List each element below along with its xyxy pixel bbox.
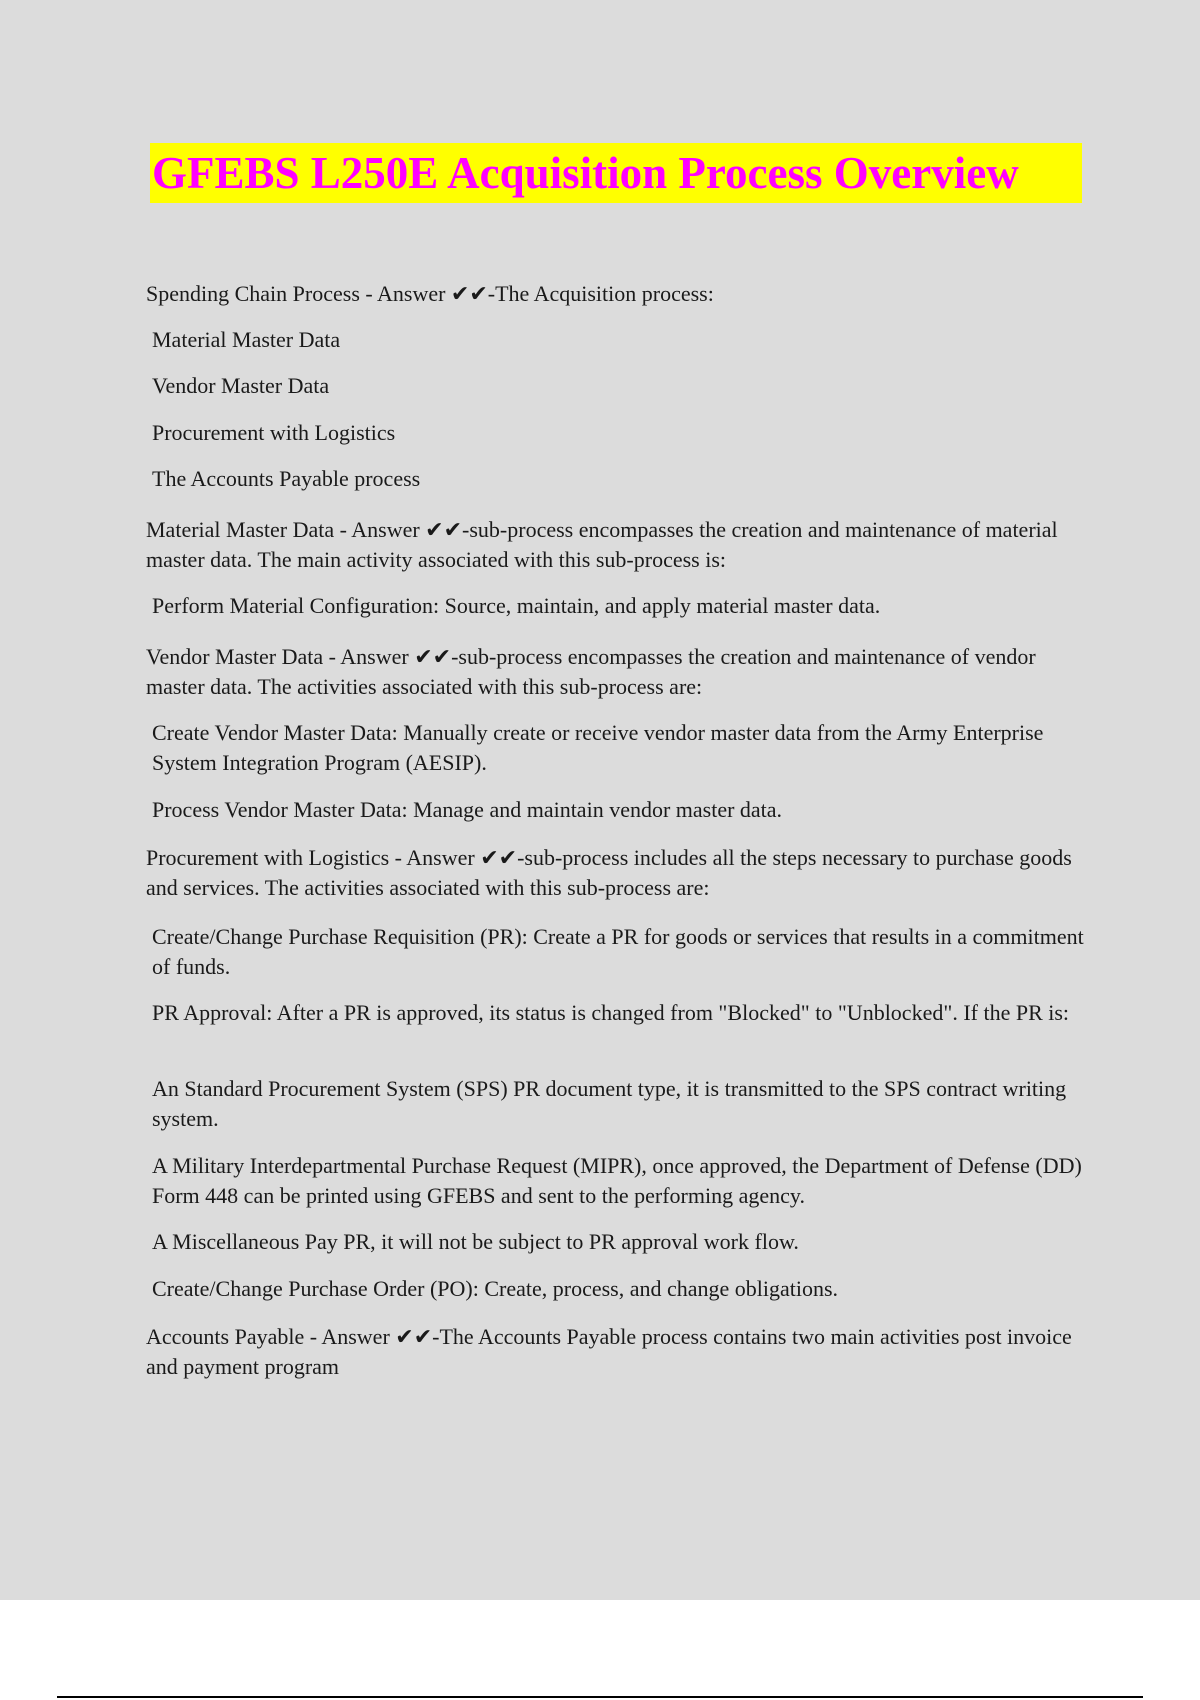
paragraph-material-master-data: Material Master Data - Answer ✔✔-sub-process encompasses the creation and maintenance of material master data. The main activity associated with this sub-process is:: [146, 517, 1058, 572]
list-item-accounts-payable: The Accounts Payable process: [152, 466, 421, 491]
paragraph-create-vendor-master-data: Create Vendor Master Data: Manually create or receive vendor master data from the Army Enterprise System Integration Program (AESIP).: [152, 720, 1044, 775]
paragraph-pr-approval: PR Approval: After a PR is approved, its status is changed from "Blocked" to "Unblocked". If the PR is:: [152, 1000, 1070, 1025]
paragraph-spending-chain: Spending Chain Process - Answer ✔✔-The Acquisition process:: [146, 281, 714, 306]
footer-rule: [57, 1696, 1143, 1698]
paragraph-sps-pr: An Standard Procurement System (SPS) PR document type, it is transmitted to the SPS contract writing system.: [152, 1076, 1067, 1131]
paragraph-procurement-with-logistics: Procurement with Logistics - Answer ✔✔-sub-process includes all the steps necessary to purchase goods and services. The activities associated with this sub-process are:: [146, 845, 1072, 900]
paragraph-create-change-po: Create/Change Purchase Order (PO): Create, process, and change obligations.: [152, 1276, 839, 1301]
paragraph-accounts-payable: Accounts Payable - Answer ✔✔-The Accounts Payable process contains two main activities post invoice and payment program: [146, 1324, 1072, 1379]
paragraph-perform-material-configuration: Perform Material Configuration: Source, maintain, and apply material master data.: [152, 593, 881, 618]
list-item-procurement: Procurement with Logistics: [152, 420, 396, 445]
paragraph-mipr: A Military Interdepartmental Purchase Request (MIPR), once approved, the Department of Defense (DD) Form 448 can be printed using GFEBS and sent to the performing agency.: [152, 1153, 1082, 1208]
list-item-vendor-master: Vendor Master Data: [152, 373, 330, 398]
paragraph-process-vendor-master-data: Process Vendor Master Data: Manage and maintain vendor master data.: [152, 797, 783, 822]
list-item-material-master: Material Master Data: [152, 327, 341, 352]
title-highlight: [150, 143, 1082, 203]
paragraph-create-change-pr: Create/Change Purchase Requisition (PR): Create a PR for goods or services that results in a commitment of funds.: [152, 924, 1084, 979]
paragraph-misc-pay-pr: A Miscellaneous Pay PR, it will not be subject to PR approval work flow.: [152, 1229, 799, 1254]
paragraph-vendor-master-data: Vendor Master Data - Answer ✔✔-sub-process encompasses the creation and maintenance of vendor master data. The activities associated with this sub-process are:: [146, 644, 1036, 699]
document-title: GFEBS L250E Acquisition Process Overview: [152, 148, 1019, 198]
